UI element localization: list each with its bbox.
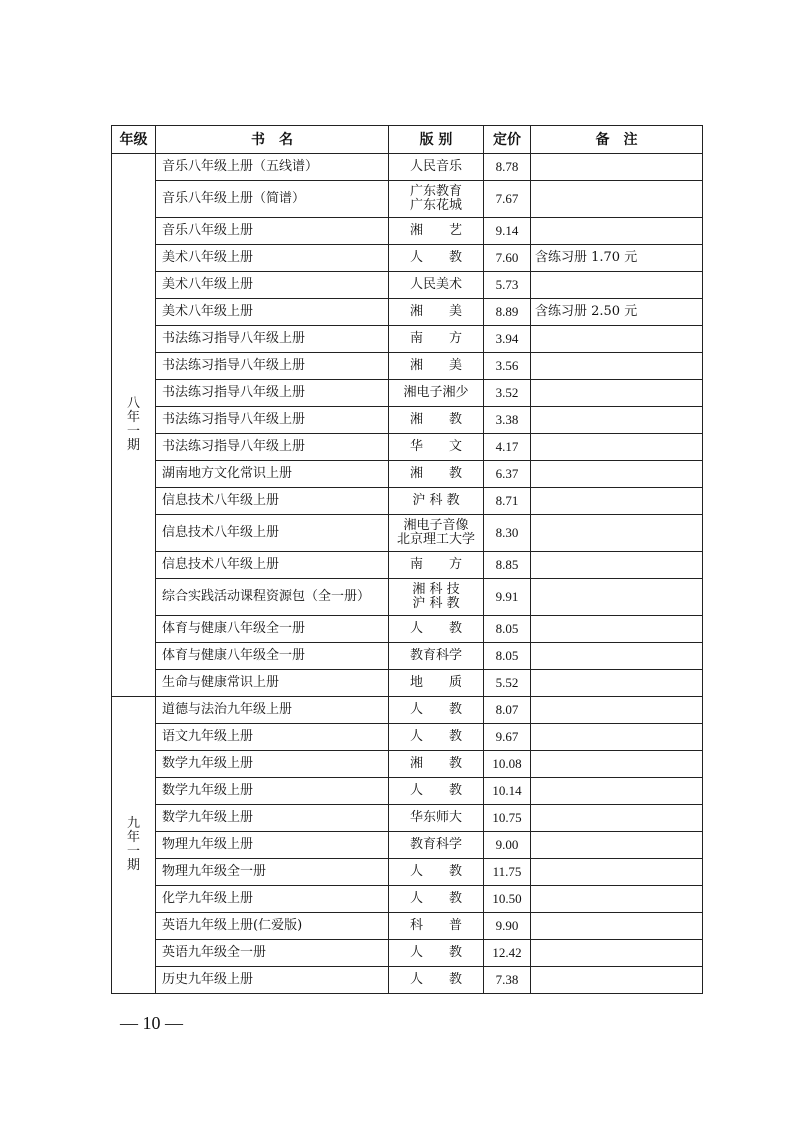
book-title-cell: 道德与法治九年级上册 <box>156 697 389 724</box>
table-row <box>112 940 703 967</box>
note-cell <box>531 670 703 697</box>
book-title-cell: 体育与健康八年级全一册 <box>156 643 389 670</box>
edition-cell: 湘 教 <box>389 751 484 778</box>
book-title-cell: 化学九年级上册 <box>156 886 389 913</box>
book-title-cell: 体育与健康八年级全一册 <box>156 616 389 643</box>
note-cell <box>531 272 703 299</box>
book-title-cell: 书法练习指导八年级上册 <box>156 407 389 434</box>
book-title-cell: 书法练习指导八年级上册 <box>156 326 389 353</box>
book-title-cell: 生命与健康常识上册 <box>156 670 389 697</box>
edition-cell: 人 教 <box>389 245 484 272</box>
price-cell: 5.73 <box>484 272 531 299</box>
book-title-cell: 数学九年级上册 <box>156 805 389 832</box>
book-title-cell: 书法练习指导八年级上册 <box>156 353 389 380</box>
header-note: 备 注 <box>531 126 703 154</box>
edition-cell: 人 教 <box>389 886 484 913</box>
price-cell: 10.14 <box>484 778 531 805</box>
book-title-cell: 美术八年级上册 <box>156 245 389 272</box>
table-row <box>112 488 703 515</box>
note-cell <box>531 380 703 407</box>
book-title-cell: 数学九年级上册 <box>156 778 389 805</box>
book-title-cell: 综合实践活动课程资源包（全一册） <box>156 579 389 616</box>
edition-cell: 南 方 <box>389 326 484 353</box>
grade-cell <box>112 697 156 994</box>
table-row <box>112 461 703 488</box>
note-cell <box>531 886 703 913</box>
book-title-cell: 音乐八年级上册（简谱） <box>156 181 389 218</box>
table-row <box>112 218 703 245</box>
book-title-cell: 信息技术八年级上册 <box>156 552 389 579</box>
note-cell <box>531 859 703 886</box>
table-row <box>112 724 703 751</box>
table-row <box>112 886 703 913</box>
price-cell: 12.42 <box>484 940 531 967</box>
header-edition: 版 别 <box>389 126 484 154</box>
table-row <box>112 670 703 697</box>
table-row <box>112 380 703 407</box>
note-cell <box>531 353 703 380</box>
price-cell: 9.91 <box>484 579 531 616</box>
table-row <box>112 272 703 299</box>
price-cell: 3.56 <box>484 353 531 380</box>
edition-cell: 科 普 <box>389 913 484 940</box>
table-row <box>112 434 703 461</box>
note-cell: 含练习册 2.50 元 <box>531 299 703 326</box>
table-row <box>112 245 703 272</box>
price-cell: 8.89 <box>484 299 531 326</box>
textbook-price-table <box>111 125 703 994</box>
note-cell <box>531 751 703 778</box>
book-title-cell: 信息技术八年级上册 <box>156 488 389 515</box>
edition-cell: 湘 教 <box>389 461 484 488</box>
price-cell: 7.67 <box>484 181 531 218</box>
table-header-row <box>112 126 703 154</box>
table-row <box>112 778 703 805</box>
edition-cell: 人 教 <box>389 724 484 751</box>
edition-cell: 湘 美 <box>389 353 484 380</box>
note-cell <box>531 616 703 643</box>
note-cell <box>531 805 703 832</box>
price-cell: 7.60 <box>484 245 531 272</box>
price-cell: 5.52 <box>484 670 531 697</box>
edition-cell: 人民音乐 <box>389 154 484 181</box>
table-row <box>112 697 703 724</box>
price-cell: 9.00 <box>484 832 531 859</box>
note-cell <box>531 154 703 181</box>
note-cell: 含练习册 1.70 元 <box>531 245 703 272</box>
table-row <box>112 805 703 832</box>
edition-cell: 华 文 <box>389 434 484 461</box>
edition-cell: 教育科学 <box>389 643 484 670</box>
price-cell: 8.30 <box>484 515 531 552</box>
table-row <box>112 326 703 353</box>
price-cell: 3.38 <box>484 407 531 434</box>
price-cell: 3.52 <box>484 380 531 407</box>
book-title-cell: 英语九年级上册(仁爱版) <box>156 913 389 940</box>
header-title: 书 名 <box>156 126 389 154</box>
header-grade: 年级 <box>112 126 156 154</box>
edition-cell: 华东师大 <box>389 805 484 832</box>
note-cell <box>531 434 703 461</box>
price-cell: 11.75 <box>484 859 531 886</box>
note-cell <box>531 181 703 218</box>
table-row <box>112 859 703 886</box>
edition-cell: 人 教 <box>389 616 484 643</box>
note-cell <box>531 461 703 488</box>
note-cell <box>531 579 703 616</box>
note-cell <box>531 697 703 724</box>
edition-cell: 人 教 <box>389 697 484 724</box>
note-cell <box>531 913 703 940</box>
table-row <box>112 643 703 670</box>
edition-cell: 人 教 <box>389 859 484 886</box>
edition-cell: 广东教育 广东花城 <box>389 181 484 218</box>
book-title-cell: 美术八年级上册 <box>156 272 389 299</box>
header-price: 定价 <box>484 126 531 154</box>
table-row <box>112 751 703 778</box>
price-cell: 10.08 <box>484 751 531 778</box>
book-title-cell: 美术八年级上册 <box>156 299 389 326</box>
table-row <box>112 353 703 380</box>
note-cell <box>531 724 703 751</box>
book-title-cell: 音乐八年级上册 <box>156 218 389 245</box>
edition-cell: 湘 教 <box>389 407 484 434</box>
note-cell <box>531 407 703 434</box>
price-cell: 8.05 <box>484 616 531 643</box>
book-title-cell: 语文九年级上册 <box>156 724 389 751</box>
table-row <box>112 181 703 218</box>
edition-cell: 湘 艺 <box>389 218 484 245</box>
edition-cell: 南 方 <box>389 552 484 579</box>
book-title-cell: 英语九年级全一册 <box>156 940 389 967</box>
edition-cell: 教育科学 <box>389 832 484 859</box>
table-row <box>112 299 703 326</box>
table-row <box>112 832 703 859</box>
edition-cell: 人民美术 <box>389 272 484 299</box>
price-cell: 8.71 <box>484 488 531 515</box>
book-title-cell: 书法练习指导八年级上册 <box>156 380 389 407</box>
edition-cell: 湘 美 <box>389 299 484 326</box>
note-cell <box>531 552 703 579</box>
note-cell <box>531 967 703 994</box>
table-row <box>112 154 703 181</box>
note-cell <box>531 218 703 245</box>
table-row <box>112 616 703 643</box>
price-cell: 8.78 <box>484 154 531 181</box>
price-cell: 7.38 <box>484 967 531 994</box>
note-cell <box>531 778 703 805</box>
book-title-cell: 湖南地方文化常识上册 <box>156 461 389 488</box>
table-body <box>112 154 703 994</box>
price-cell: 10.50 <box>484 886 531 913</box>
note-cell <box>531 940 703 967</box>
page-number: — 10 — <box>120 1013 183 1033</box>
price-cell: 4.17 <box>484 434 531 461</box>
note-cell <box>531 326 703 353</box>
book-title-cell: 数学九年级上册 <box>156 751 389 778</box>
price-cell: 8.85 <box>484 552 531 579</box>
price-cell: 9.90 <box>484 913 531 940</box>
book-title-cell: 历史九年级上册 <box>156 967 389 994</box>
edition-cell: 沪 科 教 <box>389 488 484 515</box>
price-cell: 8.07 <box>484 697 531 724</box>
edition-cell: 湘电子湘少 <box>389 380 484 407</box>
table-row <box>112 967 703 994</box>
price-cell: 10.75 <box>484 805 531 832</box>
table-row <box>112 407 703 434</box>
price-cell: 8.05 <box>484 643 531 670</box>
price-cell: 3.94 <box>484 326 531 353</box>
price-cell: 9.67 <box>484 724 531 751</box>
note-cell <box>531 643 703 670</box>
grade-label: 八 年 一 期 <box>126 396 140 453</box>
table-row <box>112 515 703 552</box>
note-cell <box>531 832 703 859</box>
book-title-cell: 物理九年级上册 <box>156 832 389 859</box>
edition-cell: 湘 科 技 沪 科 教 <box>389 579 484 616</box>
table-row <box>112 579 703 616</box>
grade-label: 九 年 一 期 <box>126 816 140 873</box>
book-title-cell: 书法练习指导八年级上册 <box>156 434 389 461</box>
edition-cell: 地 质 <box>389 670 484 697</box>
book-title-cell: 音乐八年级上册（五线谱） <box>156 154 389 181</box>
edition-cell: 湘电子音像 北京理工大学 <box>389 515 484 552</box>
edition-cell: 人 教 <box>389 778 484 805</box>
book-title-cell: 信息技术八年级上册 <box>156 515 389 552</box>
table-row <box>112 552 703 579</box>
table-row <box>112 913 703 940</box>
book-title-cell: 物理九年级全一册 <box>156 859 389 886</box>
note-cell <box>531 488 703 515</box>
price-cell: 6.37 <box>484 461 531 488</box>
edition-cell: 人 教 <box>389 967 484 994</box>
note-cell <box>531 515 703 552</box>
price-cell: 9.14 <box>484 218 531 245</box>
grade-cell <box>112 154 156 697</box>
edition-cell: 人 教 <box>389 940 484 967</box>
